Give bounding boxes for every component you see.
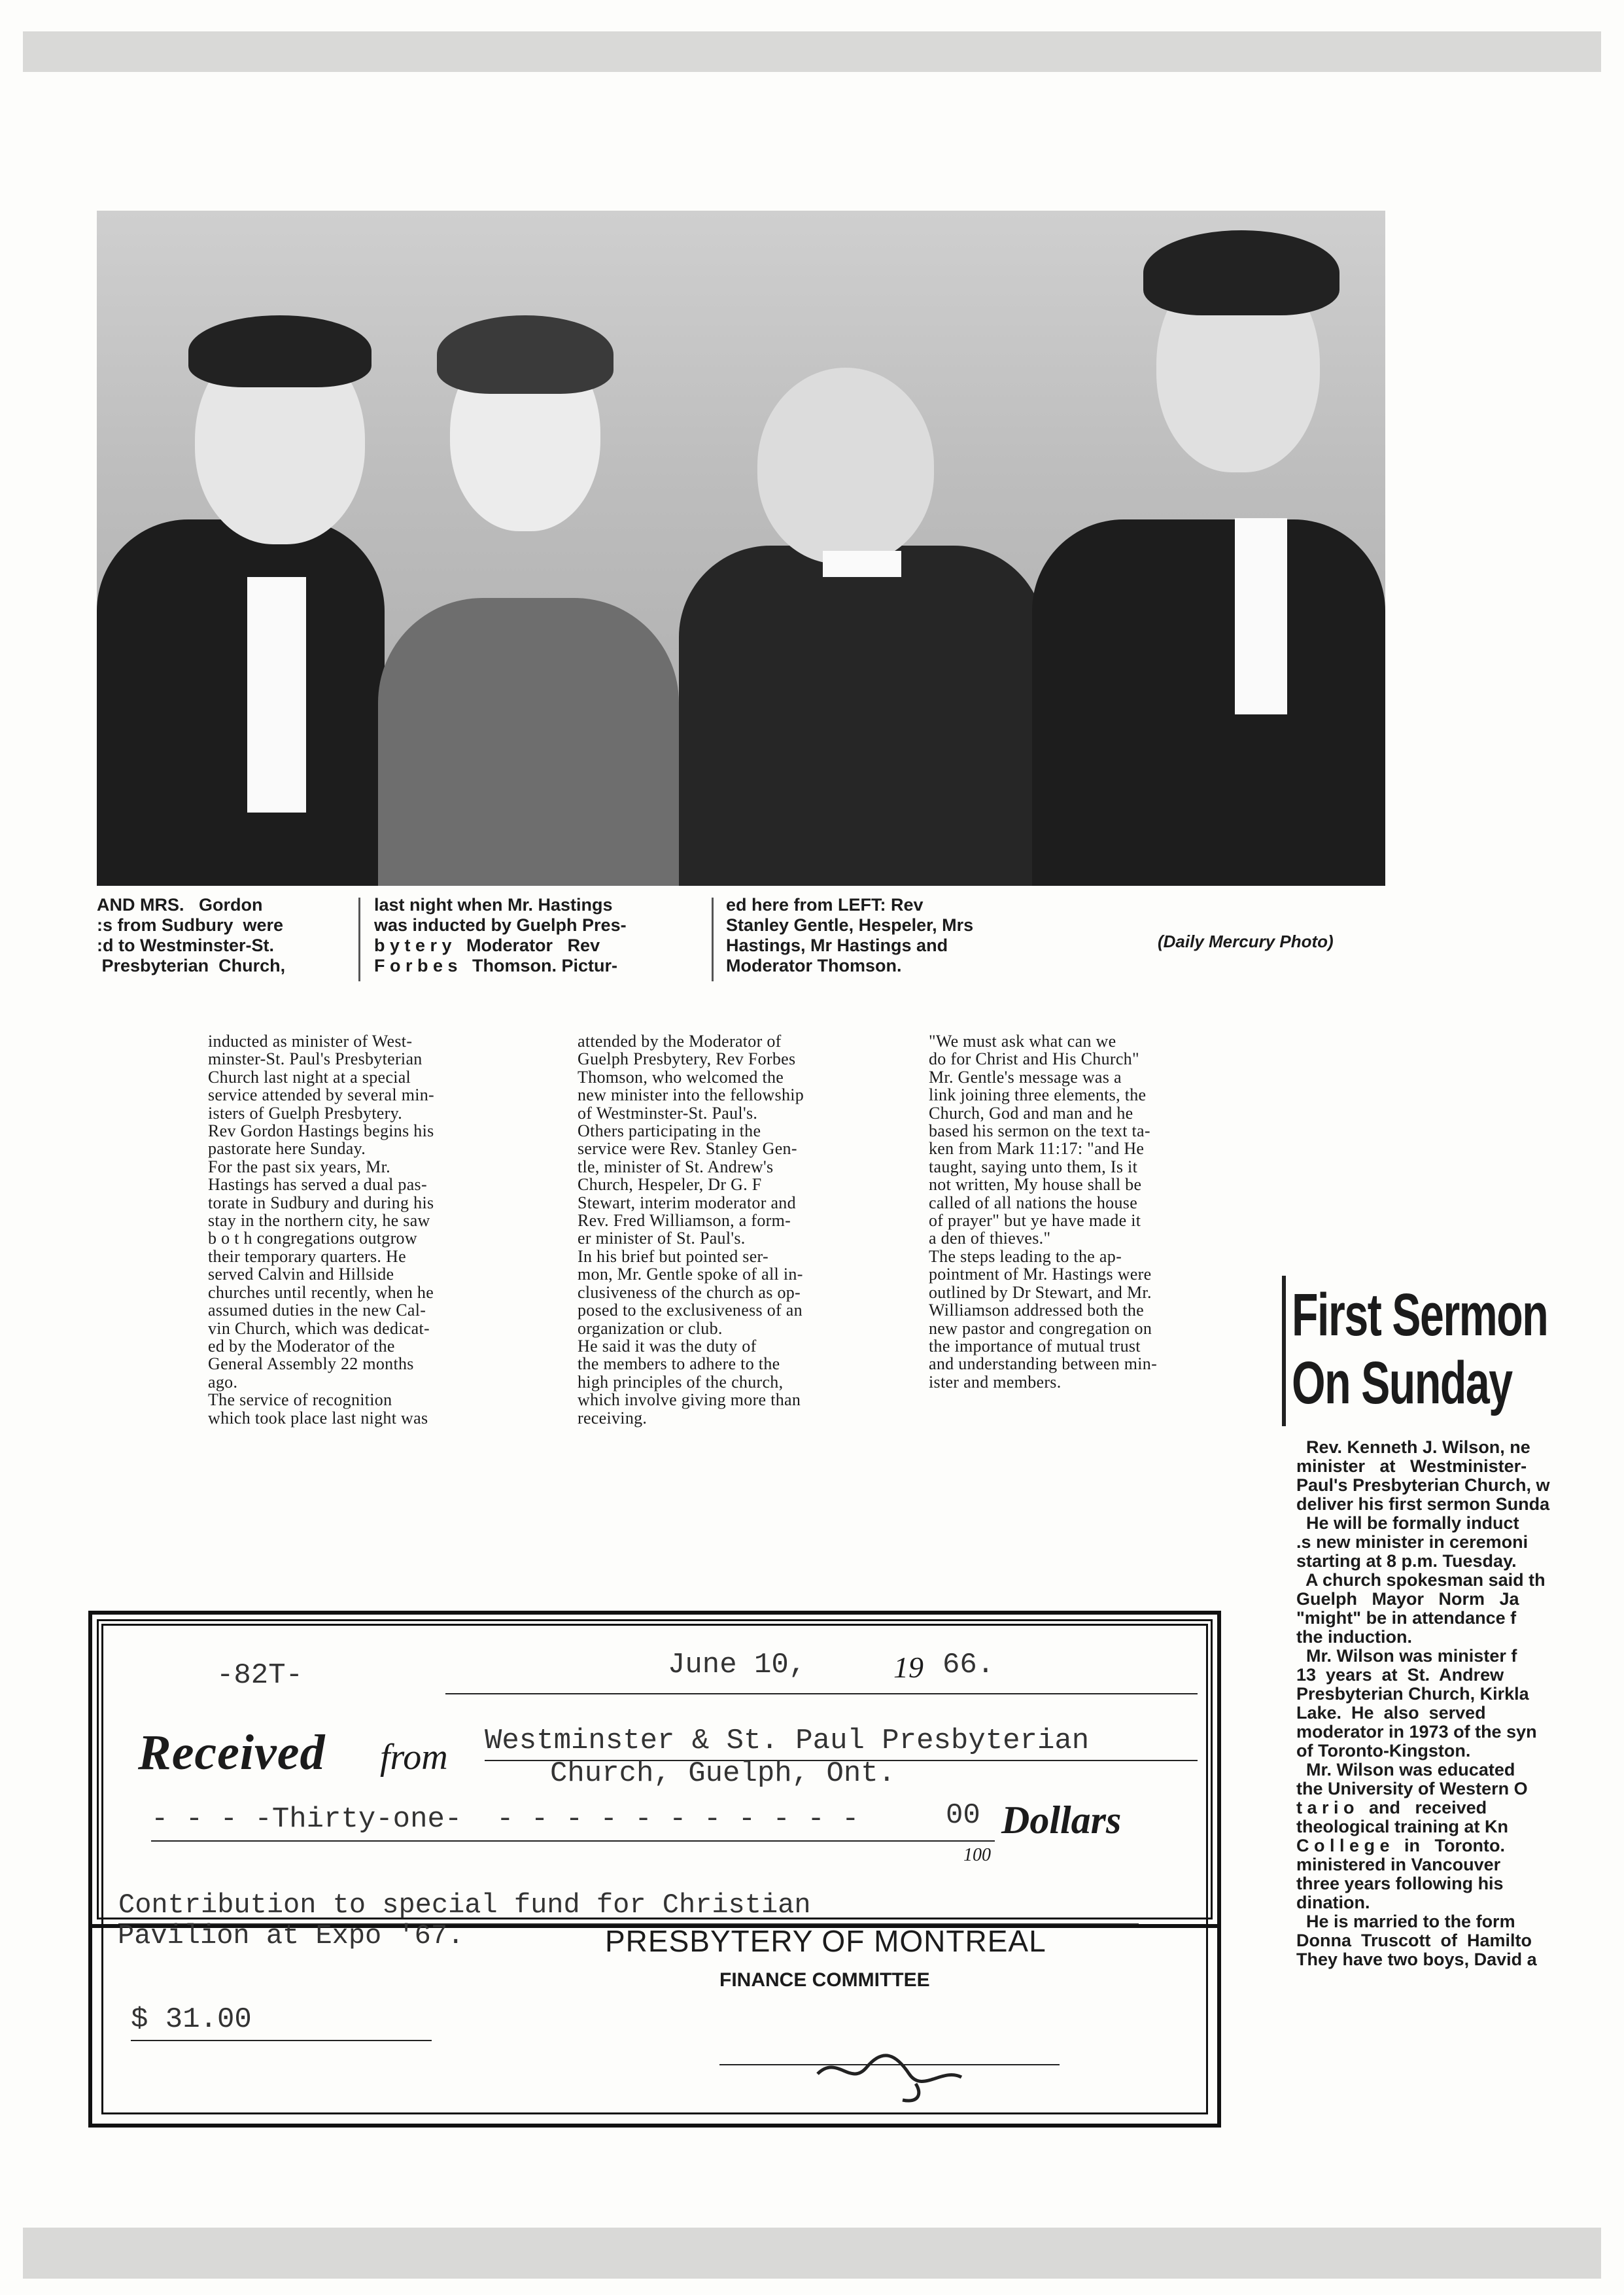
payer-line-1: Westminster & St. Paul Presbyterian bbox=[485, 1725, 1090, 1757]
article-column-3: "We must ask what can we do for Christ and His Church" Mr. Gentle's message was a link joining three elements, the Church, God and man and he based his sermon on the text ta- ken from Mark 11:17: "and He taught, saying unto them, Is it not written, My house shall be called of all nations the house of prayer" but ye have made it a den of thieves." The steps leading to the ap- pointment of Mr. Hastings were outlined by Dr Stewart, and Mr. Williamson addressed both the new pastor and congregation on the importance of mutual trust and understanding between min- ister and members. bbox=[929, 1032, 1158, 1392]
scan-edge-bottom bbox=[23, 2228, 1601, 2279]
photo-figure-4 bbox=[1032, 519, 1385, 886]
sidebar-headline: First Sermon On Sunday bbox=[1292, 1282, 1548, 1416]
purpose-line-2: Pavilion at Expo '67. bbox=[118, 1920, 464, 1952]
received-label: Received bbox=[138, 1725, 326, 1780]
receipt-number: -82T- bbox=[216, 1659, 303, 1692]
photo-head-3 bbox=[757, 368, 934, 564]
photo-caption-part-1: AND MRS. Gordon :s from Sudbury were :d to Westminster-St. Presbyterian Church, bbox=[97, 895, 286, 975]
photo-caption-part-2: last night when Mr. Hastings was inducted by Guelph Pres- b y t e r y Moderator Rev F o r b e s Thomson. Pictur- bbox=[374, 895, 627, 975]
receipt-year-prefix: 19 bbox=[893, 1651, 924, 1684]
sidebar-body: Rev. Kenneth J. Wilson, ne minister at Westminister- Paul's Presbyterian Church, w deliver his first sermon Sunda He will be formally induct .s new minister in ceremoni starting at 8 p.m. Tuesday. A church spokesman said th Guelph Mayor Norm Ja "might" be in attendance f the induction. Mr. Wilson was minister f 13 years at St. Andrew Presbyterian Church, Kirkla Lake. He also served moderator in 1973 of the syn of Toronto-Kingston. Mr. Wilson was educated the University of Western O t a r i o and received theological training at Kn C o l l e g e in Toronto. ministered in Vancouver three years following his dination. He is married to the form Donna Truscott of Hamilto They have two boys, David a bbox=[1296, 1438, 1550, 1969]
scan-edge-top bbox=[23, 31, 1601, 72]
amount-in-words: - - - -Thirty-one- - - - - - - - - - - - bbox=[151, 1803, 859, 1836]
photo-collar-1 bbox=[247, 577, 306, 813]
receipt-date: June 10, bbox=[668, 1649, 806, 1681]
from-label: from bbox=[380, 1737, 448, 1778]
cents-denominator: 100 bbox=[963, 1845, 991, 1865]
purpose-line-1: Contribution to special fund for Christian bbox=[118, 1889, 811, 1921]
cents-value: 00 bbox=[946, 1799, 980, 1832]
photo-figure-2 bbox=[378, 598, 679, 886]
signature-mark bbox=[804, 2028, 1001, 2107]
amount-figure: $ 31.00 bbox=[131, 2003, 252, 2036]
dollars-label: Dollars bbox=[1001, 1798, 1122, 1842]
article-column-2: attended by the Moderator of Guelph Presbytery, Rev Forbes Thomson, who welcomed the new minister into the fellowship of Westminster-St. Paul's. Others participating in the service were Rev. Stanley Gen- tle, minister of St. Andrew's Church, Hespeler, Dr G. F Stewart, interim moderator and Rev. Fred Williamson, a form- er minister of St. Paul's. In his brief but pointed ser- mon, Mr. Gentle spoke of all in- clusiveness of the church as op- posed to the exclusiveness of an organization or club. He said it was the duty of the members to adhere to the high principles of the church, which involve giving more than receiving. bbox=[578, 1032, 804, 1428]
photo-figure-3 bbox=[679, 546, 1045, 886]
photo-credit: (Daily Mercury Photo) bbox=[1158, 932, 1334, 951]
organization-name: PRESBYTERY OF MONTREAL bbox=[605, 1924, 1046, 1958]
committee-name: FINANCE COMMITTEE bbox=[719, 1969, 930, 1991]
article-column-1: inducted as minister of West- minster-St. Paul's Presbyterian Church last night at a special service attended by several min- isters of Guelph Presbytery. Rev Gordon Hastings begins his pastorate here Sunday. For the past six years, Mr. Hastings has served a dual pas- torate in Sudbury and during his stay in the northern city, he saw b o t h congregations outgrow their temporary quarters. He served Calvin and Hillside churches until recently, when he assumed duties in the new Cal- vin Church, which was dedicat- ed by the Moderator of the General Assembly 22 months ago. The service of recognition which took place last night was bbox=[208, 1032, 435, 1428]
photo-figure-1 bbox=[97, 519, 385, 886]
sidebar-rule bbox=[1282, 1276, 1286, 1426]
photo-collar-4 bbox=[1235, 518, 1287, 714]
news-photo bbox=[97, 211, 1385, 886]
photo-caption-part-3: ed here from LEFT: Rev Stanley Gentle, Hespeler, Mrs Hastings, Mr Hastings and Moderator Thomson. bbox=[726, 895, 974, 975]
caption-divider bbox=[712, 898, 714, 981]
payer-line-2: Church, Guelph, Ont. bbox=[550, 1757, 896, 1790]
caption-divider bbox=[358, 898, 360, 981]
receipt-year: 66. bbox=[942, 1649, 995, 1681]
